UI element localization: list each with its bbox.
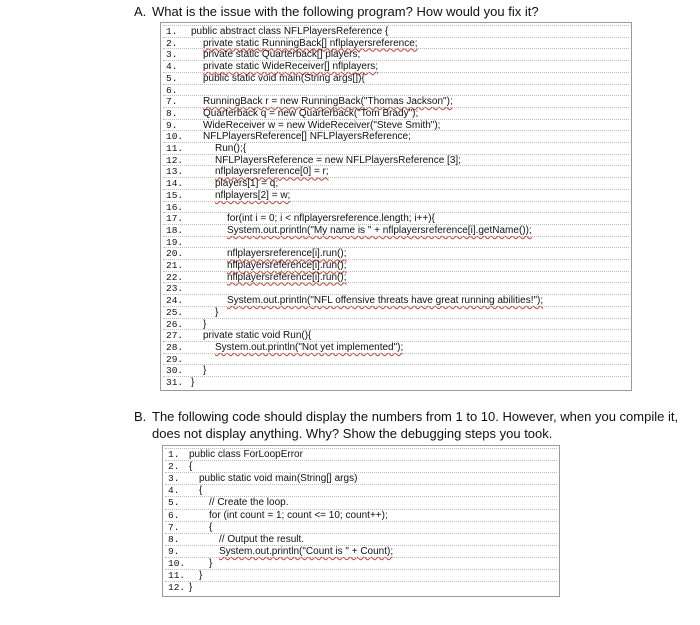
code-line	[163, 473, 559, 485]
code-text: public static void main(String args[]){	[203, 72, 365, 84]
question-b-letter: B.	[134, 409, 147, 424]
code-text: }	[203, 318, 207, 330]
line-number: 25.	[166, 306, 184, 318]
line-number: 12.	[168, 582, 186, 594]
line-number: 4.	[168, 485, 180, 497]
code-box-a	[160, 22, 632, 391]
line-number: 30.	[166, 365, 184, 377]
line-number: 8.	[168, 533, 180, 545]
line-number: 12.	[166, 154, 184, 166]
line-number: 28.	[166, 341, 184, 353]
line-number: 15.	[166, 189, 184, 201]
code-text: {	[189, 461, 193, 473]
code-text: Quarterback q = new Quarterback("Tom Brady");	[203, 107, 419, 119]
code-text: private static RunningBack[] nflplayersreference;	[203, 37, 418, 49]
code-text: private static WideReceiver[] nflplayers;	[203, 61, 379, 73]
question-a-text: What is the issue with the following program? How would you fix it?	[152, 4, 539, 19]
code-line	[163, 582, 559, 594]
code-text: System.out.println("Count is " + Count);	[219, 545, 394, 557]
code-text: for (int count = 1; count <= 10; count++);	[209, 509, 388, 521]
code-text: nflplayersreference[i].run();	[227, 260, 347, 271]
line-number: 7.	[168, 521, 180, 533]
code-text: System.out.println("My name is " + nflplayersreference[i].getName());	[227, 224, 532, 236]
line-number: 24.	[166, 295, 184, 307]
code-text: NFLPlayersReference[] NFLPlayersReference;	[203, 131, 411, 143]
line-separator	[165, 569, 557, 570]
line-number: 9.	[166, 119, 178, 131]
line-separator	[163, 84, 629, 85]
line-number: 10.	[168, 557, 186, 569]
line-number: 11.	[166, 143, 184, 154]
line-number: 5.	[168, 497, 180, 509]
line-number: 6.	[166, 84, 178, 96]
code-text: for(int i = 0; i < nflplayersreference.length; i++){	[227, 213, 435, 225]
code-line	[163, 461, 559, 473]
code-line	[163, 522, 559, 534]
line-separator	[163, 376, 629, 377]
line-number: 18.	[166, 224, 184, 236]
code-line	[163, 497, 559, 509]
code-line	[163, 449, 559, 461]
line-separator	[163, 201, 629, 202]
code-text: // Output the result.	[219, 533, 305, 545]
line-number: 2.	[166, 37, 178, 49]
code-text: Run();{	[215, 143, 247, 154]
code-text: nflplayersreference[0] = r;	[215, 166, 329, 178]
code-text: public class ForLoopError	[189, 449, 303, 460]
line-number: 3.	[166, 49, 178, 61]
line-number: 19.	[166, 236, 184, 248]
line-number: 11.	[168, 570, 186, 581]
line-number: 1.	[166, 26, 178, 37]
line-separator	[163, 318, 629, 319]
code-text: }	[203, 365, 207, 377]
line-separator	[163, 364, 629, 365]
line-separator	[163, 236, 629, 237]
line-number: 9.	[168, 545, 180, 557]
line-number: 14.	[166, 178, 184, 190]
code-text: {	[209, 521, 213, 533]
line-separator	[165, 484, 557, 485]
line-number: 1.	[168, 449, 180, 460]
line-number: 20.	[166, 248, 184, 260]
line-number: 3.	[168, 473, 180, 485]
line-number: 29.	[166, 353, 184, 365]
line-number: 2.	[168, 461, 180, 473]
code-text: nflplayersreference[i].run();	[227, 271, 347, 283]
line-number: 26.	[166, 318, 184, 330]
code-text: nflplayersreference[i].run();	[227, 248, 347, 260]
line-number: 6.	[168, 509, 180, 521]
line-number: 31.	[166, 377, 184, 388]
code-box-b	[162, 445, 560, 597]
code-line	[163, 485, 559, 497]
code-text: NFLPlayersReference = new NFLPlayersReference [3];	[215, 154, 461, 166]
code-text: private static Quarterback[] players;	[203, 49, 361, 61]
line-number: 13.	[166, 166, 184, 178]
code-text: RunningBack r = new RunningBack("Thomas Jackson");	[203, 96, 453, 108]
code-text: System.out.println("NFL offensive threats have great running abilities!");	[227, 295, 544, 307]
code-text: private static void Run(){	[203, 330, 312, 342]
line-number: 4.	[166, 61, 178, 73]
code-text: }	[209, 557, 213, 569]
code-line	[163, 534, 559, 546]
line-separator	[165, 521, 557, 522]
code-text: WideReceiver w = new WideReceiver("Steve Smith");	[203, 119, 441, 131]
line-number: 8.	[166, 107, 178, 119]
question-a-heading	[134, 4, 539, 20]
line-separator	[163, 353, 629, 354]
code-text: }	[199, 570, 203, 581]
code-text: }	[215, 306, 219, 318]
line-separator	[163, 306, 629, 307]
line-number: 23.	[166, 283, 184, 295]
line-number: 10.	[166, 131, 184, 143]
code-line	[161, 377, 631, 389]
line-number: 27.	[166, 330, 184, 342]
line-number: 21.	[166, 260, 184, 271]
code-text: // Create the loop.	[209, 497, 289, 509]
code-line	[163, 510, 559, 522]
code-text: public abstract class NFLPlayersReference {	[191, 26, 389, 37]
line-number: 7.	[166, 96, 178, 108]
code-text: }	[191, 377, 195, 388]
line-number: 16.	[166, 201, 184, 213]
code-line	[163, 546, 559, 558]
line-separator	[165, 460, 557, 461]
code-text: players[1] = q;	[215, 178, 279, 190]
line-separator	[163, 282, 629, 283]
question-b-heading	[134, 409, 678, 425]
line-number: 22.	[166, 271, 184, 283]
question-b-text-line2: does not display anything. Why? Show the debugging steps you took.	[152, 426, 553, 441]
code-line	[163, 570, 559, 582]
question-b-heading-line2	[152, 426, 552, 442]
question-b-text-line1: The following code should display the numbers from 1 to 10. However, when you compile it,	[152, 409, 679, 424]
line-number: 5.	[166, 72, 178, 84]
code-text: System.out.println("Not yet implemented");	[215, 341, 404, 353]
line-separator	[165, 557, 557, 558]
line-separator	[165, 581, 557, 582]
question-a-letter: A.	[134, 4, 147, 19]
line-number: 17.	[166, 213, 184, 225]
code-text: {	[199, 485, 203, 497]
code-text: }	[189, 582, 193, 594]
code-text: nflplayers[2] = w;	[215, 189, 291, 201]
code-line	[163, 558, 559, 570]
code-text: public static void main(String[] args)	[199, 473, 358, 485]
